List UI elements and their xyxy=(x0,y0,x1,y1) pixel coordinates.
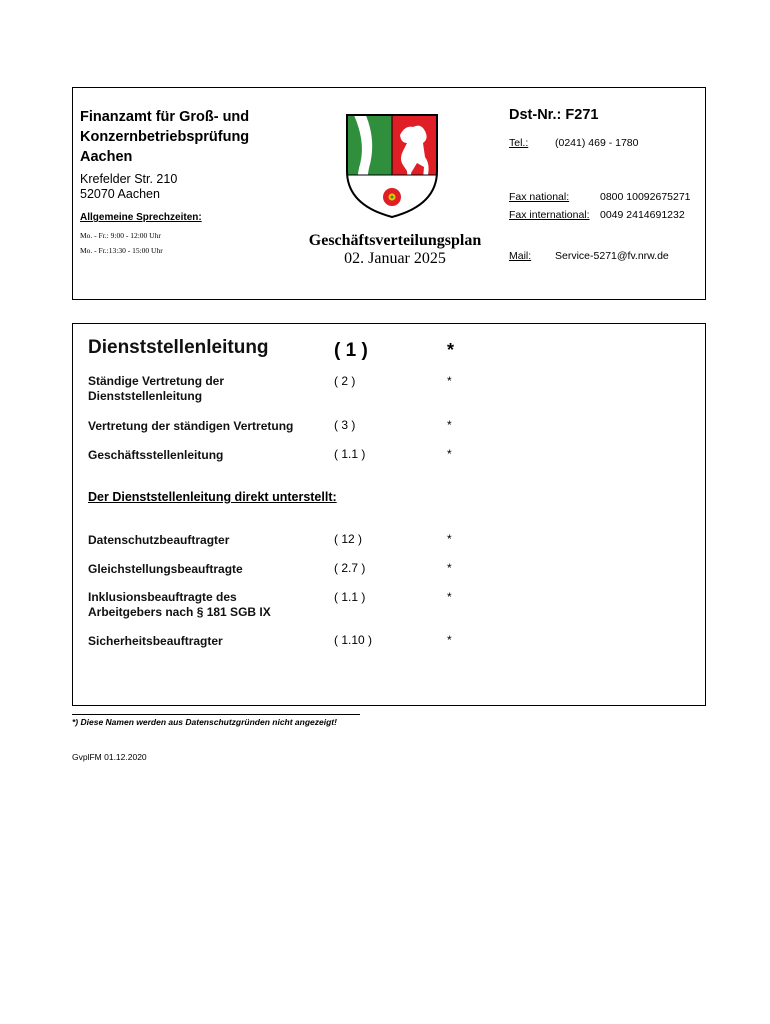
row-label: Vertretung der ständigen Vertretung xyxy=(88,419,294,433)
office-address xyxy=(80,172,177,202)
row-number: ( 2.7 ) xyxy=(334,561,366,575)
row-star: * xyxy=(447,561,452,575)
fax-national-value: 0800 10092675271 xyxy=(600,191,691,203)
address-city: 52070 Aachen xyxy=(80,187,160,201)
row-number: ( 1.1 ) xyxy=(334,447,366,461)
row-label: Gleichstellungsbeauftragte xyxy=(88,562,243,576)
footnote-divider xyxy=(72,714,360,715)
row-number: ( 3 ) xyxy=(334,418,356,432)
row-label: Dienststellenleitung xyxy=(88,337,269,358)
row-number: ( 1.10 ) xyxy=(334,633,373,647)
mail-label: Mail: xyxy=(509,250,532,262)
row-label xyxy=(88,590,271,620)
row-number: ( 2 ) xyxy=(334,374,356,388)
hours-title: Allgemeine Sprechzeiten: xyxy=(80,212,202,223)
fax-national-label: Fax national: xyxy=(509,191,570,203)
row-label: Geschäftsstellenleitung xyxy=(88,448,224,462)
form-version: GvplFM 01.12.2020 xyxy=(72,752,147,762)
row-star: * xyxy=(447,633,452,647)
dst-nr: Dst-Nr.: F271 xyxy=(509,107,599,123)
office-name xyxy=(80,107,249,167)
row-star: * xyxy=(447,374,452,388)
row-label-line: Ständige Vertretung der xyxy=(88,374,225,388)
footnote: *) Diese Namen werden aus Datenschutzgründen nicht angezeigt! xyxy=(72,717,337,727)
tel-label: Tel.: xyxy=(509,137,529,149)
fax-international-label: Fax international: xyxy=(509,209,590,221)
row-number: ( 1 ) xyxy=(334,340,368,361)
office-name-line: Finanzamt für Groß- und xyxy=(80,109,250,125)
hours-morning: Mo. - Fr.: 9:00 - 12:00 Uhr xyxy=(80,231,161,240)
hours-afternoon: Mo. - Fr.:13:30 - 15:00 Uhr xyxy=(80,246,163,255)
row-label-line: Dienststellenleitung xyxy=(88,389,203,403)
mail-value[interactable]: Service-5271@fv.nrw.de xyxy=(555,250,669,262)
row-number: ( 1.1 ) xyxy=(334,590,366,604)
address-street: Krefelder Str. 210 xyxy=(80,172,178,186)
row-label-line: Arbeitgebers nach § 181 SGB IX xyxy=(88,605,271,619)
office-name-line: Aachen xyxy=(80,149,133,165)
row-label-line: Inklusionsbeauftragte des xyxy=(88,590,237,604)
row-label xyxy=(88,374,224,404)
office-name-line: Konzernbetriebsprüfung xyxy=(80,129,250,145)
row-star: * xyxy=(447,418,452,432)
row-label: Sicherheitsbeauftragter xyxy=(88,634,223,648)
row-star: * xyxy=(447,590,452,604)
document-date: 02. Januar 2025 xyxy=(344,250,446,267)
subordinate-heading: Der Dienststellenleitung direkt unterstellt: xyxy=(88,490,337,504)
tel-value: (0241) 469 - 1780 xyxy=(555,137,639,149)
row-number: ( 12 ) xyxy=(334,532,363,546)
document-title: Geschäftsverteilungsplan xyxy=(308,232,482,249)
row-star: * xyxy=(447,532,452,546)
row-label: Datenschutzbeauftragter xyxy=(88,533,230,547)
fax-international-value: 0049 2414691232 xyxy=(600,209,685,221)
row-star: * xyxy=(447,340,455,360)
row-star: * xyxy=(447,447,452,461)
nrw-coat-of-arms-icon xyxy=(345,113,439,219)
